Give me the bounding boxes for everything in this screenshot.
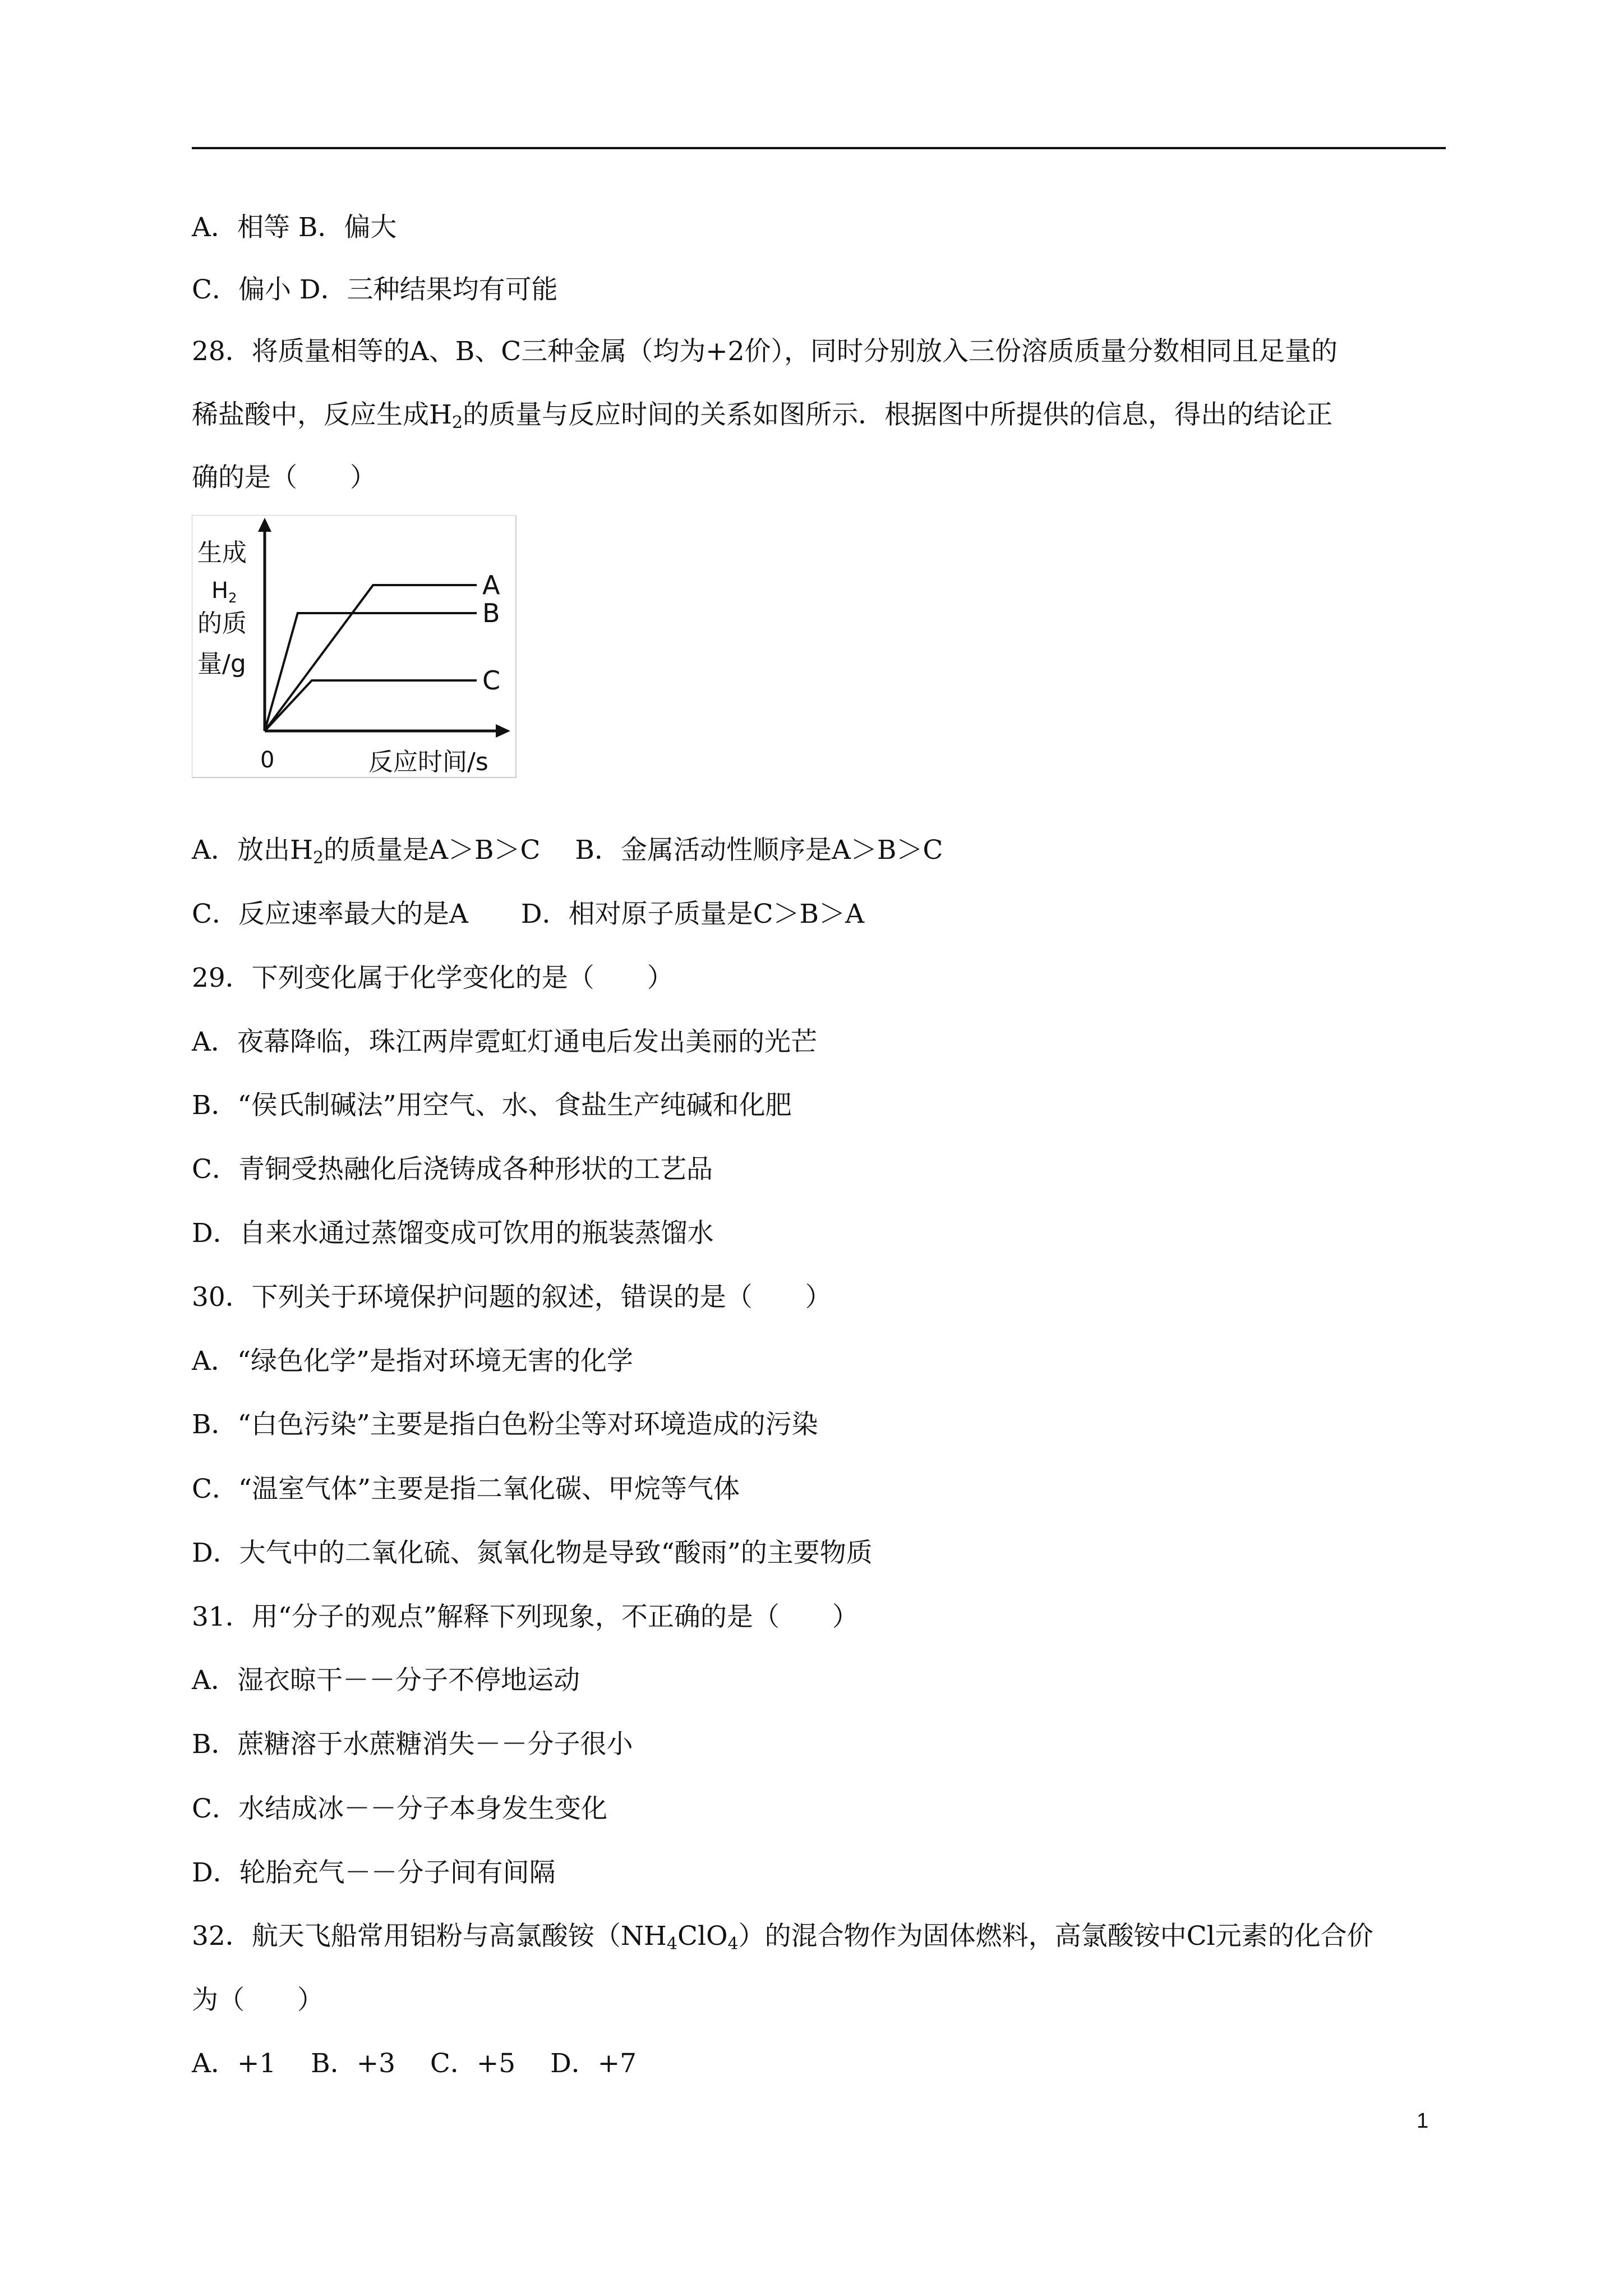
q31-option-a: A．湿衣晾干－－分子不停地运动 bbox=[192, 1665, 580, 1696]
y-label-line-1: 生成 bbox=[197, 539, 247, 567]
q29-option-d: D．自来水通过蒸馏变成可饮用的瓶装蒸馏水 bbox=[192, 1218, 714, 1249]
series-label-a: A bbox=[482, 570, 500, 600]
q30-option-a: A．“绿色化学”是指对环境无害的化学 bbox=[192, 1346, 633, 1377]
header-rule bbox=[192, 147, 1446, 149]
q32-stem-line-2: 为（ ） bbox=[192, 1985, 324, 2016]
q27-options-cd: C．偏小 D．三种结果均有可能 bbox=[192, 274, 558, 305]
q31-option-c: C．水结成冰－－分子本身发生变化 bbox=[192, 1793, 607, 1824]
q31-option-b: B．蔗糖溶于水蔗糖消失－－分子很小 bbox=[192, 1729, 633, 1760]
q28-options-cd: C．反应速率最大的是A D．相对原子质量是C＞B＞A bbox=[192, 899, 865, 930]
q27-options-ab: A．相等 B．偏大 bbox=[192, 212, 397, 243]
series-label-c: C bbox=[482, 665, 501, 696]
y-label-line-3: 的质 bbox=[197, 609, 247, 638]
q28-stem-line-1: 28．将质量相等的A、B、C三种金属（均为+2价），同时分别放入三份溶质质量分数相同且足量的 bbox=[192, 336, 1338, 367]
h2-mass-time-chart bbox=[192, 515, 517, 779]
q30-stem: 30．下列关于环境保护问题的叙述，错误的是（ ） bbox=[192, 1282, 832, 1313]
q29-option-b: B．“侯氏制碱法”用空气、水、食盐生产纯碱和化肥 bbox=[192, 1090, 792, 1121]
q31-option-d: D．轮胎充气－－分子间有间隔 bbox=[192, 1857, 556, 1888]
x-axis-label: 反应时间/s bbox=[368, 748, 488, 776]
y-label-line-4: 量/g bbox=[197, 650, 246, 678]
origin-label: 0 bbox=[260, 747, 275, 773]
y-label-line-2: $H_2$ bbox=[211, 578, 237, 606]
q29-option-a: A．夜幕降临，珠江两岸霓虹灯通电后发出美丽的光芒 bbox=[192, 1027, 817, 1057]
q29-option-c: C．青铜受热融化后浇铸成各种形状的工艺品 bbox=[192, 1154, 713, 1185]
q28-chart bbox=[192, 515, 517, 779]
y-axis-arrow bbox=[258, 518, 271, 532]
series-line-a bbox=[265, 585, 477, 731]
series-label-b: B bbox=[482, 598, 500, 628]
q32-stem-line-1: 32．航天飞船常用铝粉与高氯酸铵$(NH_4ClO_4)$的混合物作为固体燃料，高氯酸铵中Cl元素的化合价 bbox=[192, 1921, 1373, 1954]
q28-stem-line-2: 稀盐酸中，反应生成$H_2$的质量与反应时间的关系如图所示．根据图中所提供的信息，得出的结论正 bbox=[192, 399, 1333, 432]
q28-options-ab: A．放出$H_2$的质量是A＞B＞C B．金属活动性顺序是A＞B＞C bbox=[192, 835, 943, 868]
series-line-b bbox=[265, 613, 477, 731]
q30-option-d: D．大气中的二氧化硫、氮氧化物是导致“酸雨”的主要物质 bbox=[192, 1538, 873, 1568]
x-axis-arrow bbox=[496, 724, 510, 738]
page-number: 1 bbox=[1417, 2109, 1429, 2133]
q31-stem: 31．用“分子的观点”解释下列现象，不正确的是（ ） bbox=[192, 1602, 859, 1632]
q32-options: A．+1 B．+3 C．+5 D．+7 bbox=[192, 2048, 637, 2079]
q30-option-c: C．“温室气体”主要是指二氧化碳、甲烷等气体 bbox=[192, 1474, 740, 1504]
q30-option-b: B．“白色污染”主要是指白色粉尘等对环境造成的污染 bbox=[192, 1409, 818, 1440]
q28-stem-line-3: 确的是（ ） bbox=[192, 462, 376, 493]
q29-stem: 29．下列变化属于化学变化的是（ ） bbox=[192, 963, 674, 993]
